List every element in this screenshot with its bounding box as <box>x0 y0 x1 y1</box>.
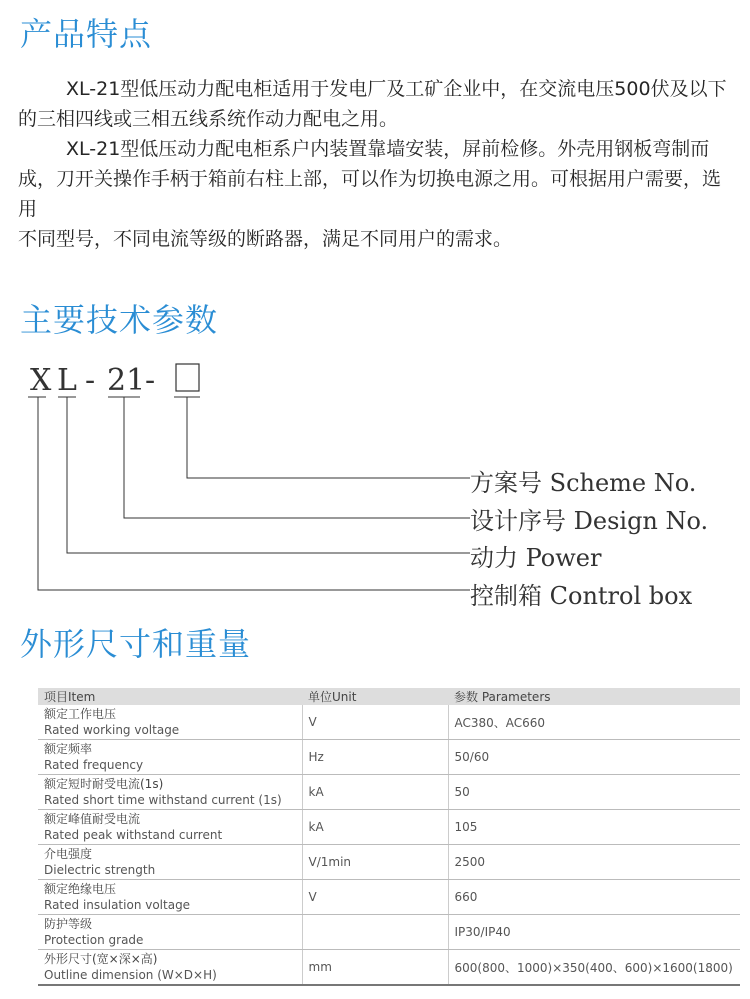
value-cell: 105 <box>448 810 740 845</box>
intro-paragraph-3: 不同型号，不同电流等级的断路器，满足不同用户的需求。 <box>18 228 513 250</box>
item-en: Dielectric strength <box>44 862 156 877</box>
table-row <box>38 810 740 845</box>
code-number: 21 <box>107 363 146 398</box>
item-en: Outline dimension (W×D×H) <box>44 967 217 982</box>
header-item: 项目Item <box>38 688 302 705</box>
item-en: Rated frequency <box>44 757 144 772</box>
item-en: Protection grade <box>44 932 144 947</box>
label-power: 动力 Power <box>470 544 602 572</box>
item-zh: 额定短时耐受电流(1s) <box>44 776 164 791</box>
table-row <box>38 740 740 775</box>
item-zh: 防护等级 <box>44 916 93 931</box>
table-row <box>38 915 740 950</box>
value-cell: 660 <box>448 880 740 915</box>
unit-cell: V/1min <box>302 845 448 880</box>
code-char-x: X <box>30 363 52 398</box>
leader-power <box>58 397 470 553</box>
code-placeholder-box <box>176 364 199 391</box>
table-row <box>38 705 740 740</box>
table-header-row <box>38 688 740 705</box>
code-dash-1: - <box>85 363 96 398</box>
item-en: Rated peak withstand current <box>44 827 223 842</box>
code-char-l: L <box>57 363 77 398</box>
item-zh: 额定峰值耐受电流 <box>44 811 141 826</box>
value-cell: AC380、AC660 <box>448 705 740 740</box>
features-text <box>18 74 734 254</box>
label-design-no: 设计序号 Design No. <box>470 507 709 535</box>
leader-scheme-no <box>174 397 470 478</box>
leader-control-box <box>28 397 470 590</box>
unit-cell: kA <box>302 810 448 845</box>
table-row <box>38 775 740 810</box>
table-row <box>38 950 740 986</box>
header-parameters: 参数 Parameters <box>448 688 740 705</box>
unit-cell: Hz <box>302 740 448 775</box>
value-cell: 600(800、1000)×350(400、600)×1600(1800) <box>448 950 740 986</box>
value-cell: 50/60 <box>448 740 740 775</box>
item-zh: 外形尺寸(宽×深×高) <box>44 951 158 966</box>
item-zh: 额定频率 <box>44 741 93 756</box>
params-title: 主要技术参数 <box>20 301 219 339</box>
item-zh: 介电强度 <box>44 846 93 861</box>
features-title: 产品特点 <box>20 15 153 53</box>
header-unit: 单位Unit <box>302 688 448 705</box>
intro-paragraph-2: XL-21型低压动力配电柜系户内装置靠墙安装，屏前检修。外壳用钢板弯制而成，刀开关操作手柄于箱前右柱上部，可以作为切换电源之用。可根据用户需要，选用 <box>18 138 722 220</box>
value-cell: IP30/IP40 <box>448 915 740 950</box>
leader-design-no <box>108 397 470 518</box>
item-en: Rated short time withstand current (1s) <box>44 792 282 807</box>
intro-paragraph-1: XL-21型低压动力配电柜适用于发电厂及工矿企业中，在交流电压500伏及以下的三相四线或三相五线系统作动力配电之用。 <box>18 78 727 130</box>
unit-cell: V <box>302 705 448 740</box>
label-control-box: 控制箱 Control box <box>470 582 693 610</box>
code-dash-2: - <box>145 363 156 398</box>
table-row <box>38 845 740 880</box>
table-row <box>38 880 740 915</box>
unit-cell <box>302 915 448 950</box>
item-en: Rated working voltage <box>44 722 180 737</box>
unit-cell: kA <box>302 775 448 810</box>
item-zh: 额定工作电压 <box>44 706 117 721</box>
value-cell: 50 <box>448 775 740 810</box>
unit-cell: V <box>302 880 448 915</box>
dims-title: 外形尺寸和重量 <box>20 625 252 663</box>
parameters-table <box>38 688 740 986</box>
item-zh: 额定绝缘电压 <box>44 881 117 896</box>
unit-cell: mm <box>302 950 448 986</box>
label-scheme-no: 方案号 Scheme No. <box>470 469 697 497</box>
item-en: Rated insulation voltage <box>44 897 191 912</box>
value-cell: 2500 <box>448 845 740 880</box>
model-code-diagram <box>0 350 750 620</box>
